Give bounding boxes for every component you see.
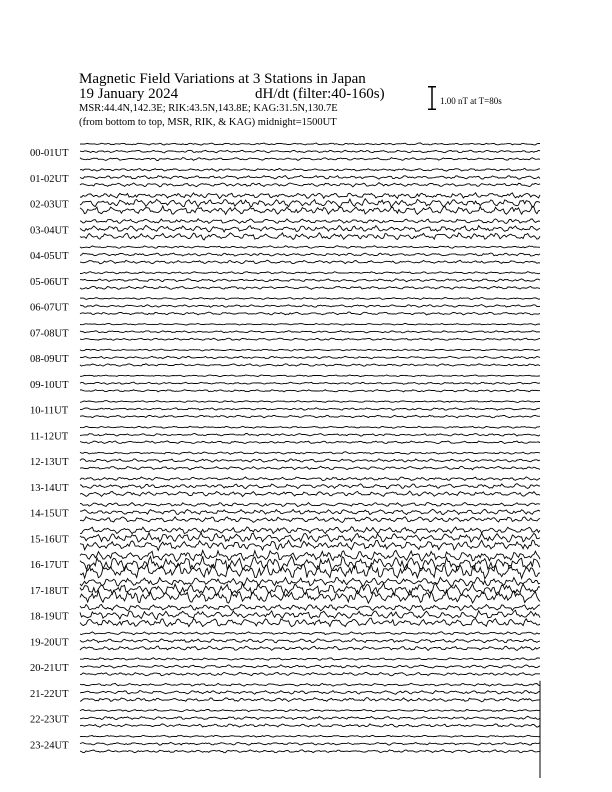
trace-06-07UT-RIK (80, 305, 540, 308)
trace-12-13UT-MSR (80, 466, 540, 470)
hour-label-07-08UT: 07-08UT (30, 328, 69, 340)
trace-16-17UT-MSR (80, 563, 540, 579)
hour-label-03-04UT: 03-04UT (30, 225, 69, 237)
hour-label-19-20UT: 19-20UT (30, 637, 69, 649)
trace-12-13UT-KAG (80, 452, 540, 455)
trace-07-08UT-KAG (80, 323, 540, 325)
stacking-note: (from bottom to top, MSR, RIK, & KAG) midnight=1500UT (79, 117, 337, 128)
trace-20-21UT-KAG (80, 658, 540, 660)
hour-label-08-09UT: 08-09UT (30, 354, 69, 365)
trace-18-19UT-RIK (80, 610, 540, 619)
trace-21-22UT-MSR (80, 698, 540, 702)
trace-18-19UT-MSR (80, 618, 540, 627)
trace-02-03UT-KAG (80, 193, 540, 199)
trace-10-11UT-KAG (80, 401, 540, 403)
trace-05-06UT-KAG (80, 272, 540, 274)
trace-16-17UT-RIK (80, 556, 540, 571)
trace-20-21UT-RIK (80, 665, 540, 668)
trace-11-12UT-KAG (80, 426, 540, 428)
hour-label-01-02UT: 01-02UT (30, 173, 69, 185)
trace-00-01UT-KAG (80, 143, 540, 145)
hour-label-23-24UT: 23-24UT (30, 740, 69, 752)
trace-07-08UT-RIK (80, 331, 540, 333)
trace-21-22UT-RIK (80, 691, 540, 695)
trace-01-02UT-KAG (80, 168, 540, 171)
chart-title: Magnetic Field Variations at 3 Stations in Japan (79, 71, 366, 87)
hour-label-20-21UT: 20-21UT (30, 663, 69, 674)
trace-02-03UT-RIK (80, 199, 540, 208)
trace-14-15UT-KAG (80, 503, 540, 507)
hour-label-09-10UT: 09-10UT (30, 379, 69, 391)
trace-09-10UT-KAG (80, 375, 540, 377)
trace-19-20UT-RIK (80, 639, 540, 643)
hour-label-17-18UT: 17-18UT (30, 585, 69, 597)
trace-03-04UT-MSR (80, 233, 540, 240)
trace-17-18UT-KAG (80, 577, 540, 586)
trace-10-11UT-RIK (80, 408, 540, 410)
trace-00-01UT-RIK (80, 150, 540, 153)
trace-19-20UT-MSR (80, 646, 540, 650)
trace-23-24UT-KAG (80, 735, 540, 737)
hour-label-14-15UT: 14-15UT (30, 508, 69, 520)
trace-08-09UT-RIK (80, 356, 540, 359)
date-label: 19 January 2024 (79, 86, 179, 102)
trace-22-23UT-KAG (80, 709, 540, 711)
trace-23-24UT-RIK (80, 742, 540, 745)
trace-13-14UT-MSR (80, 491, 540, 496)
trace-08-09UT-MSR (80, 364, 540, 367)
trace-17-18UT-MSR (80, 590, 540, 603)
trace-06-07UT-KAG (80, 298, 540, 300)
hour-label-15-16UT: 15-16UT (30, 534, 69, 546)
trace-11-12UT-MSR (80, 441, 540, 444)
trace-13-14UT-RIK (80, 484, 540, 489)
hour-label-00-01UT: 00-01UT (30, 148, 69, 159)
hour-label-02-03UT: 02-03UT (30, 199, 69, 211)
hour-label-04-05UT: 04-05UT (30, 251, 69, 262)
trace-07-08UT-MSR (80, 338, 540, 340)
trace-06-07UT-MSR (80, 312, 540, 315)
trace-12-13UT-RIK (80, 459, 540, 462)
station-coordinates: MSR:44.4N,142.3E; RIK:43.5N,143.8E; KAG:31.5N,130.7E (79, 103, 338, 114)
hour-label-13-14UT: 13-14UT (30, 482, 69, 494)
hour-label-06-07UT: 06-07UT (30, 302, 69, 314)
hour-label-12-13UT: 12-13UT (30, 457, 69, 468)
trace-15-16UT-RIK (80, 533, 540, 542)
hour-label-18-19UT: 18-19UT (30, 611, 69, 623)
trace-21-22UT-KAG (80, 683, 540, 686)
trace-04-05UT-KAG (80, 246, 540, 249)
hour-label-21-22UT: 21-22UT (30, 688, 69, 700)
trace-09-10UT-MSR (80, 390, 540, 392)
hour-label-11-12UT: 11-12UT (30, 431, 69, 443)
trace-01-02UT-RIK (80, 175, 540, 179)
hour-label-05-06UT: 05-06UT (30, 276, 69, 288)
scale-label: 1.00 nT at T=80s (440, 96, 502, 106)
hour-label-10-11UT: 10-11UT (30, 405, 69, 417)
trace-05-06UT-RIK (80, 279, 540, 282)
trace-10-11UT-MSR (80, 415, 540, 418)
trace-22-23UT-RIK (80, 716, 540, 719)
trace-23-24UT-MSR (80, 750, 540, 753)
trace-04-05UT-RIK (80, 253, 540, 256)
trace-14-15UT-MSR (80, 517, 540, 523)
trace-19-20UT-KAG (80, 632, 540, 635)
trace-01-02UT-MSR (80, 183, 540, 187)
hour-label-22-23UT: 22-23UT (30, 714, 69, 726)
trace-03-04UT-KAG (80, 219, 540, 224)
trace-09-10UT-RIK (80, 382, 540, 384)
trace-08-09UT-KAG (80, 349, 540, 351)
trace-20-21UT-MSR (80, 672, 540, 675)
trace-00-01UT-MSR (80, 158, 540, 161)
quantity-label: dH/dt (filter:40-160s) (255, 86, 385, 102)
trace-11-12UT-RIK (80, 433, 540, 436)
hour-label-16-17UT: 16-17UT (30, 560, 69, 571)
trace-04-05UT-MSR (80, 260, 540, 264)
trace-18-19UT-KAG (80, 605, 540, 611)
trace-13-14UT-KAG (80, 477, 540, 481)
trace-14-15UT-RIK (80, 509, 540, 514)
trace-05-06UT-MSR (80, 286, 540, 289)
trace-02-03UT-MSR (80, 206, 540, 214)
trace-03-04UT-RIK (80, 225, 540, 232)
trace-22-23UT-MSR (80, 724, 540, 727)
